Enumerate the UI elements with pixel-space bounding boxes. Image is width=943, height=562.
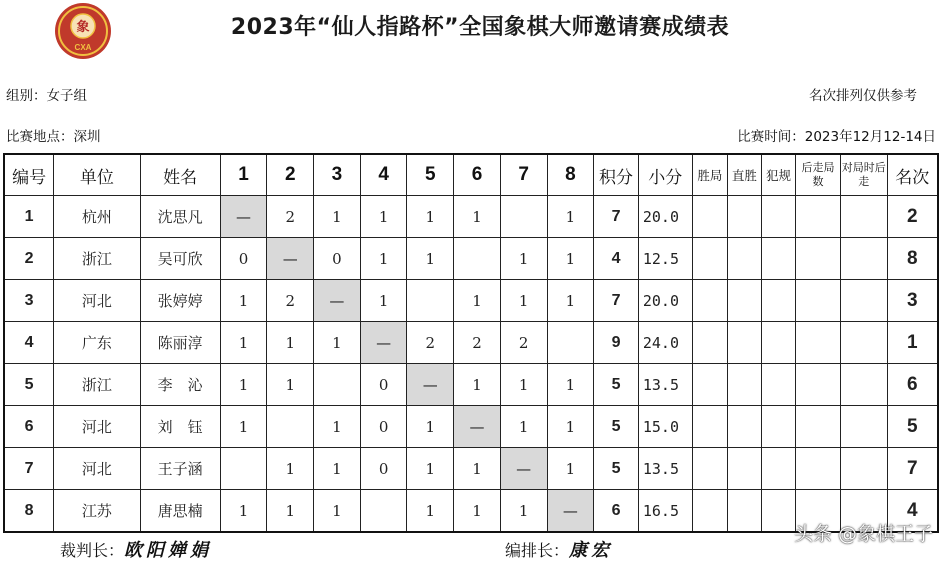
player-unit: 浙江 (54, 364, 140, 406)
round-result: 1 (547, 238, 594, 280)
points: 5 (594, 364, 639, 406)
points: 7 (594, 280, 639, 322)
player-unit: 江苏 (54, 490, 140, 533)
round-result: 1 (220, 406, 267, 448)
arbiter-signature: 康宏 (569, 540, 614, 561)
player-name: 刘 钰 (140, 406, 220, 448)
round-result: 1 (314, 448, 361, 490)
round-result: 1 (220, 280, 267, 322)
referee-label: 裁判长： (60, 541, 125, 560)
round-result: 1 (267, 364, 314, 406)
black-games-cell (796, 322, 841, 364)
round-result: 0 (360, 406, 407, 448)
rank: 1 (887, 322, 938, 364)
self-cell: — (454, 406, 501, 448)
dates-label: 比赛时间：2023年12月12-14日 (737, 129, 936, 145)
round-result (267, 406, 314, 448)
black-games-cell (796, 238, 841, 280)
self-cell: — (407, 364, 454, 406)
rank: 3 (887, 280, 938, 322)
player-name: 王子涵 (140, 448, 220, 490)
header-round-3: 3 (314, 154, 361, 196)
rank: 7 (887, 448, 938, 490)
wins-cell (692, 364, 728, 406)
header-rank: 名次 (887, 154, 938, 196)
header-round-4: 4 (360, 154, 407, 196)
round-result: 1 (267, 322, 314, 364)
black-games-cell (796, 448, 841, 490)
fouls-cell (761, 406, 796, 448)
round-result: 2 (407, 322, 454, 364)
round-result (547, 322, 594, 364)
player-name: 唐思楠 (140, 490, 220, 533)
round-result: 1 (220, 364, 267, 406)
tiebreak: 20.0 (638, 280, 692, 322)
fouls-cell (761, 490, 796, 533)
tiebreak: 13.5 (638, 448, 692, 490)
header-points: 积分 (594, 154, 639, 196)
header-round-7: 7 (500, 154, 547, 196)
round-result: 1 (547, 280, 594, 322)
venue-label: 比赛地点：深圳 (6, 129, 101, 145)
tiebreak: 24.0 (638, 322, 692, 364)
points: 7 (594, 196, 639, 238)
player-name: 李 沁 (140, 364, 220, 406)
round-result: 2 (454, 322, 501, 364)
watermark: 头条 @象棋王子 (793, 523, 933, 545)
direct-cell (728, 238, 762, 280)
rank: 8 (887, 238, 938, 280)
tiebreak: 12.5 (638, 238, 692, 280)
direct-cell (728, 364, 762, 406)
header-round-6: 6 (454, 154, 501, 196)
player-unit: 广东 (54, 322, 140, 364)
svg-text:CXA: CXA (74, 43, 92, 52)
referee-signature: 欧阳婵娟 (124, 540, 213, 561)
round-result: 0 (360, 448, 407, 490)
round-result: 2 (267, 280, 314, 322)
opp-black-cell (840, 322, 887, 364)
wins-cell (692, 322, 728, 364)
player-unit: 河北 (54, 280, 140, 322)
round-result: 2 (267, 196, 314, 238)
header-wins: 胜局 (692, 154, 728, 196)
round-result: 1 (267, 448, 314, 490)
round-result: 1 (407, 448, 454, 490)
round-result (360, 490, 407, 533)
player-name: 沈思凡 (140, 196, 220, 238)
wins-cell (692, 196, 728, 238)
fouls-cell (761, 322, 796, 364)
self-cell: — (547, 490, 594, 533)
group-label: 组别：女子组 (6, 88, 87, 104)
round-result: 1 (454, 280, 501, 322)
points: 4 (594, 238, 639, 280)
round-result: 1 (314, 322, 361, 364)
round-result: 0 (360, 364, 407, 406)
round-result: 2 (500, 322, 547, 364)
header-round-5: 5 (407, 154, 454, 196)
fouls-cell (761, 196, 796, 238)
rank: 6 (887, 364, 938, 406)
opp-black-cell (840, 196, 887, 238)
direct-cell (728, 196, 762, 238)
tiebreak: 16.5 (638, 490, 692, 533)
fouls-cell (761, 280, 796, 322)
round-result: 1 (500, 490, 547, 533)
player-number: 1 (4, 196, 54, 238)
black-games-cell (796, 196, 841, 238)
header-direct: 直胜 (728, 154, 762, 196)
fouls-cell (761, 448, 796, 490)
wins-cell (692, 238, 728, 280)
opp-black-cell (840, 280, 887, 322)
round-result: 1 (314, 406, 361, 448)
round-result: 1 (547, 406, 594, 448)
self-cell: — (500, 448, 547, 490)
round-result: 1 (407, 490, 454, 533)
page-title: 2023年“仙人指路杯”全国象棋大师邀请赛成绩表 (230, 15, 730, 40)
fouls-cell (761, 364, 796, 406)
svg-text:象: 象 (76, 20, 90, 35)
header-round-2: 2 (267, 154, 314, 196)
direct-cell (728, 322, 762, 364)
player-number: 3 (4, 280, 54, 322)
results-table (3, 153, 939, 533)
player-unit: 浙江 (54, 238, 140, 280)
round-result: 1 (407, 238, 454, 280)
wins-cell (692, 490, 728, 533)
self-cell: — (267, 238, 314, 280)
ranking-note: 名次排列仅供参考 (809, 88, 917, 104)
player-unit: 杭州 (54, 196, 140, 238)
table-row (4, 448, 938, 490)
rank: 5 (887, 406, 938, 448)
table-row (4, 364, 938, 406)
player-number: 2 (4, 238, 54, 280)
round-result: 1 (454, 364, 501, 406)
header-fouls: 犯规 (761, 154, 796, 196)
round-result: 1 (500, 364, 547, 406)
round-result: 1 (360, 238, 407, 280)
black-games-cell (796, 406, 841, 448)
opp-black-cell (840, 238, 887, 280)
round-result: 1 (454, 490, 501, 533)
direct-cell (728, 280, 762, 322)
opp-black-cell (840, 406, 887, 448)
round-result (500, 196, 547, 238)
round-result: 1 (454, 448, 501, 490)
tiebreak: 13.5 (638, 364, 692, 406)
opp-black-cell (840, 364, 887, 406)
round-result: 0 (220, 238, 267, 280)
points: 6 (594, 490, 639, 533)
player-unit: 河北 (54, 448, 140, 490)
header-name: 姓名 (140, 154, 220, 196)
table-row (4, 406, 938, 448)
table-row (4, 280, 938, 322)
round-result: 1 (500, 238, 547, 280)
black-games-cell (796, 280, 841, 322)
self-cell: — (314, 280, 361, 322)
fouls-cell (761, 238, 796, 280)
black-games-cell (796, 364, 841, 406)
player-number: 4 (4, 322, 54, 364)
header-round-1: 1 (220, 154, 267, 196)
points: 5 (594, 406, 639, 448)
header-tiebreak: 小分 (638, 154, 692, 196)
header-opp-black: 对局时后走 (840, 154, 887, 196)
round-result: 1 (407, 196, 454, 238)
header-black-games: 后走局数 (796, 154, 841, 196)
header-unit: 单位 (54, 154, 140, 196)
round-result: 1 (314, 490, 361, 533)
player-name: 陈丽淳 (140, 322, 220, 364)
wins-cell (692, 280, 728, 322)
referee-signoff (60, 536, 212, 562)
rank: 4 (887, 490, 938, 533)
table-row (4, 196, 938, 238)
round-result (407, 280, 454, 322)
player-number: 8 (4, 490, 54, 533)
tiebreak: 15.0 (638, 406, 692, 448)
player-unit: 河北 (54, 406, 140, 448)
header-no: 编号 (4, 154, 54, 196)
table-row (4, 238, 938, 280)
arbiter-signoff (505, 536, 613, 562)
wins-cell (692, 406, 728, 448)
opp-black-cell (840, 448, 887, 490)
self-cell: — (360, 322, 407, 364)
wins-cell (692, 448, 728, 490)
round-result: 1 (500, 280, 547, 322)
header-row (4, 154, 938, 196)
direct-cell (728, 448, 762, 490)
round-result: 1 (220, 490, 267, 533)
round-result: 1 (547, 448, 594, 490)
table-row (4, 322, 938, 364)
round-result (220, 448, 267, 490)
round-result: 1 (547, 364, 594, 406)
points: 5 (594, 448, 639, 490)
round-result: 0 (314, 238, 361, 280)
rank: 2 (887, 196, 938, 238)
player-number: 7 (4, 448, 54, 490)
round-result: 1 (454, 196, 501, 238)
player-number: 6 (4, 406, 54, 448)
round-result: 1 (500, 406, 547, 448)
points: 9 (594, 322, 639, 364)
header-round-8: 8 (547, 154, 594, 196)
round-result: 1 (360, 280, 407, 322)
round-result: 1 (547, 196, 594, 238)
tiebreak: 20.0 (638, 196, 692, 238)
player-name: 吴可欣 (140, 238, 220, 280)
direct-cell (728, 490, 762, 533)
round-result: 1 (267, 490, 314, 533)
player-name: 张婷婷 (140, 280, 220, 322)
direct-cell (728, 406, 762, 448)
round-result (454, 238, 501, 280)
cxa-logo (54, 2, 112, 60)
arbiter-label: 编排长： (505, 541, 570, 560)
round-result: 1 (314, 196, 361, 238)
round-result: 1 (407, 406, 454, 448)
round-result: 1 (360, 196, 407, 238)
round-result: 1 (220, 322, 267, 364)
player-number: 5 (4, 364, 54, 406)
self-cell: — (220, 196, 267, 238)
round-result (314, 364, 361, 406)
